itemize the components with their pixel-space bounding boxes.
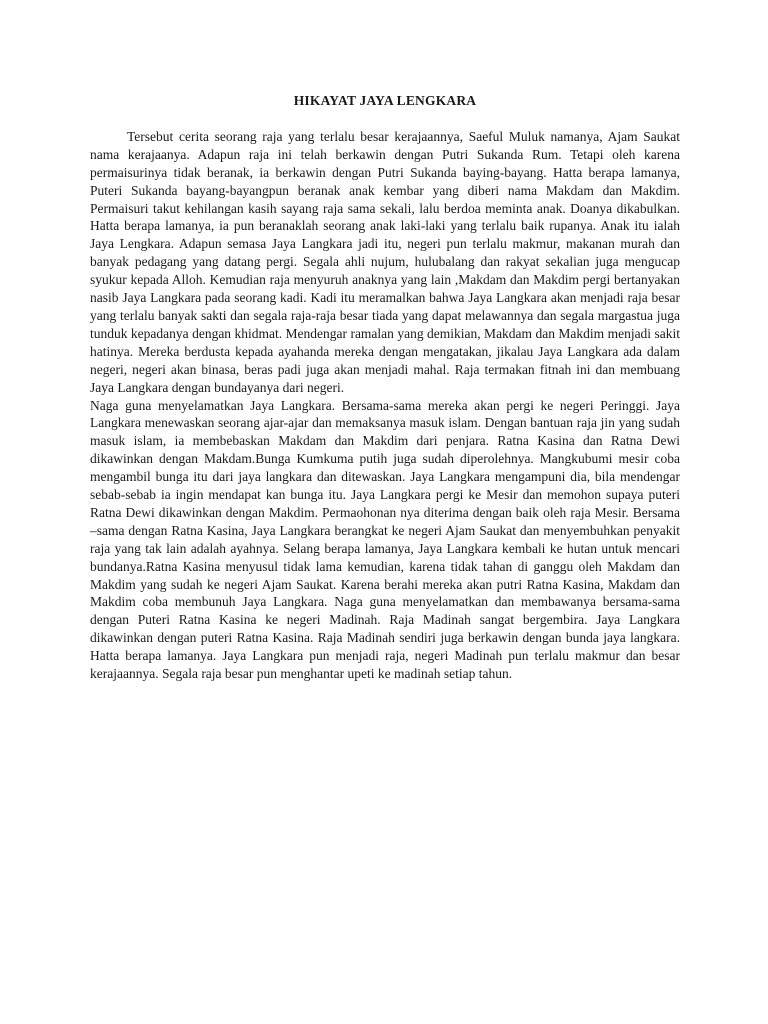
paragraph-2: Naga guna menyelamatkan Jaya Langkara. Bersama-sama mereka akan pergi ke negeri Peringgi. Jaya Langkara menewaskan seorang ajar-ajar dan memaksanya masuk islam. Dengan bantuan raja jin yang sudah masuk islam, ia membebaskan Makdam dan Makdim dari penjara. Ratna Kasina dan Ratna Dewi dikawinkan dengan Makdam.Bunga Kumkuma putih juga sudah diperolehnya. Mangkubumi mesir coba mengambil bunga itu dari jaya langkara dan ditewaskan. Jaya Langkara mengampuni dia, bila mendengar sebab-sebab ia ingin mendapat kan bunga itu. Jaya Langkara pergi ke Mesir dan memohon supaya puteri Ratna Dewi dikawinkan dengan Makdim. Permaohonan nya diterima dengan baik oleh raja Mesir. Bersama –sama dengan Ratna Kasina, Jaya Langkara berangkat ke negeri Ajam Saukat dan menyembuhkan penyakit raja yang tak lain adalah ayahnya. Selang berapa lamanya, Jaya Langkara kembali ke hutan untuk mencari bundanya.Ratna Kasina menyusul tidak lama kemudian, karena tidak tahan di ganggu oleh Makdam dan Makdim yang sudah ke negeri Ajam Saukat. Karena berahi mereka akan putri Ratna Kasina, Makdam dan Makdim coba membunuh Jaya Langkara. Naga guna menyelamatkan dan membawanya bersama-sama dengan Puteri Ratna Kasina ke negeri Madinah. Raja Madinah sangat bergembira. Jaya Langkara dikawinkan dengan puteri Ratna Kasina. Raja Madinah sendiri juga berkawin dengan bunda jaya langkara. Hatta berapa lamanya. Jaya Langkara pun menjadi raja, negeri Madinah pun terlalu makmur dan besar kerajaannya. Segala raja besar pun menghantar upeti ke madinah setiap tahun. xyxy=(90,397,680,682)
document-page xyxy=(90,92,680,683)
document-title: HIKAYAT JAYA LENGKARA xyxy=(293,93,477,108)
paragraph-1: Tersebut cerita seorang raja yang terlalu besar kerajaannya, Saeful Muluk namanya, Ajam Saukat nama kerajaanya. Adapun raja ini telah berkawin dengan Putri Sukanda Rum. Tetapi oleh karena permaisurinya tidak beranak, ia berkawin dengan Putri Sukanda baying-bayang. Hatta berapa lamanya, Puteri Sukanda bayang-bayangpun beranak anak kembar yang diberi nama Makdam dan Makdim. Permaisuri takut kehilangan kasih sayang raja sama sekali, lalu berdoa meminta anak. Doanya dikabulkan. Hatta berapa lamanya, ia pun beranaklah seorang anak laki-laki yang terlalu baik rupanya. Anak itu ialah Jaya Lengkara. Adapun semasa Jaya Langkara jadi itu, negeri pun terlalu makmur, makanan murah dan banyak pedagang yang datang pergi. Segala ahli nujum, hulubalang dan rakyat sekalian juga mengucap syukur kepada Alloh. Kemudian raja menyuruh anaknya yang lain ,Makdam dan Makdim pergi bertanyakan nasib Jaya Langkara pada seorang kadi. Kadi itu meramalkan bahwa Jaya Langkara akan menjadi raja besar yang terlalu banyak sakti dan segala raja-raja besar tiada yang dapat melawannya dan segala margastua juga tunduk kepadanya dengan khidmat. Mendengar ramalan yang demikian, Makdam dan Makdim menjadi sakit hatinya. Mereka berdusta kepada ayahanda mereka dengan mengatakan, jikalau Jaya Langkara ada dalam negeri, negeri akan binasa, beras padi juga akan menjadi mahal. Raja termakan fitnah ini dan membuang Jaya Langkara dengan bundayanya dari negeri. xyxy=(90,128,680,395)
